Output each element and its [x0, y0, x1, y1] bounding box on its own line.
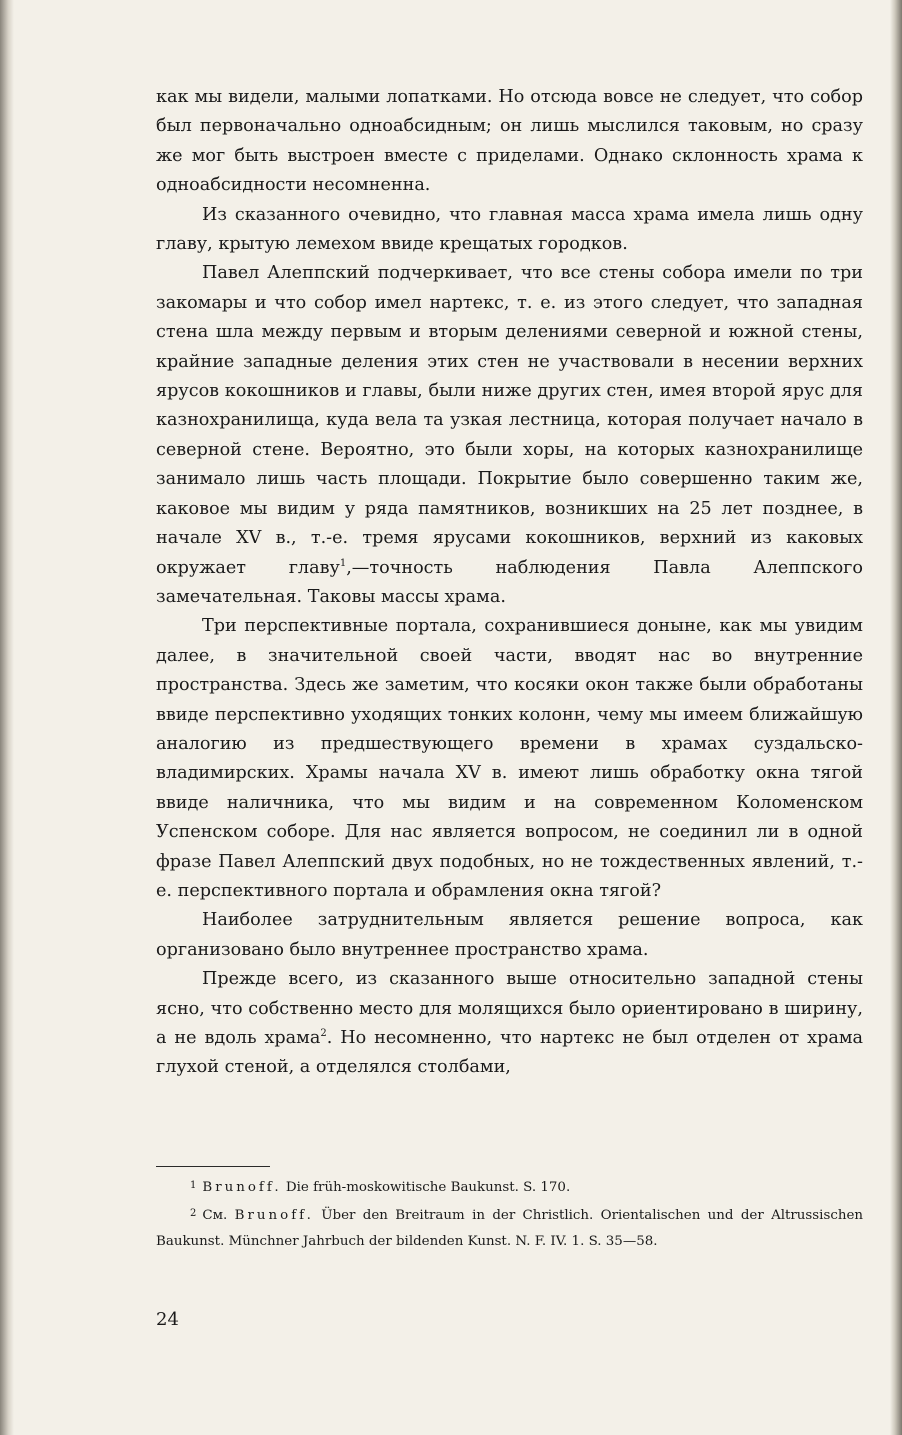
paragraph-3-text-a: Павел Алеппский подчеркивает, что все стены собора имели по три закомары и что собор имел нартекс, т. е. из этого следует, что западная стена шла между первым и вторым делениями северной и южной стены, крайние западные деления этих стен не участвовали в несении верхних ярусов кокошников и главы, были ниже других стен, имея второй ярус для казнохранилища, куда вела та узкая лестница, которая получает начало в северной стене. Вероятно, это были хоры, на которых казнохранилище занимало лишь часть площади. Покрытие было совершенно таким же, каковое мы видим у ряда памятников, возникших на 25 лет позднее, в начале XV в., т.-е. тремя ярусами кокошников, верхний из каковых окружает главу [156, 263, 863, 578]
page-number: 24 [156, 1309, 179, 1330]
paragraph-2: Из сказанного очевидно, что главная масса храма имела лишь одну главу, крытую лемехом ввиде крещатых городков. [156, 204, 863, 255]
footnote-2 [156, 1201, 863, 1255]
footnote-1 [156, 1173, 863, 1201]
footnote-separator [156, 1166, 270, 1167]
footnote-2-text: Über den Breitraum in der Christlich. Orientalischen und der Altrussischen Baukunst. Münchner Jahrbuch der bildenden Kunst. N. F. IV. 1. S. 35—58. [156, 1208, 863, 1249]
footnote-1-mark: 1 [190, 1180, 197, 1191]
paragraph-6-text-a: Прежде всего, из сказанного выше относительно западной стены ясно, что собственно место для молящихся было ориентировано в ширину, а не вдоль храма [156, 969, 863, 1048]
footnote-2-prefix: См. [202, 1208, 235, 1223]
footnote-1-text: Die früh-moskowitische Baukunst. S. 170. [281, 1180, 571, 1195]
paragraph-5: Наиболее затруднительным является решение вопроса, как организовано было внутреннее пространство храма. [156, 910, 863, 960]
paragraph-3-text-b: ,—точность наблюдения Павла Алеппского замечательная. Таковы массы храма. [156, 557, 863, 607]
footnote-ref-2: 2 [320, 1028, 327, 1039]
footnotes [156, 1173, 863, 1255]
paragraph-4: Три перспективные портала, сохранившиеся доныне, как мы увидим далее, в значительной своей части, вводят нас во внутренние пространства. Здесь же заметим, что косяки окон также были обработаны ввиде перспективно уходящих тонких колонн, чему мы имеем ближайшую аналогию из предшествующего времени в храмах суздальско-владимирских. Храмы начала XV в. имеют лишь обработку окна тягой ввиде наличника, что мы видим и на современном Коломенском Успенском соборе. Для нас является вопросом, не соединил ли в одной фразе Павел Алеппский двух подобных, но не тождественных явлений, т.-е. перспективного портала и обрамления окна тягой? [156, 616, 863, 901]
main-text [156, 83, 863, 1083]
paragraph-6 [156, 965, 863, 1083]
paragraph-1: как мы видели, малыми лопатками. Но отсюда вовсе не следует, что собор был первоначально одноабсидным; он лишь мыслился таковым, но сразу же мог быть выстроен вместе с приделами. Однако склонность храма к одноабсидности несомненна. [156, 87, 863, 196]
footnote-ref-1: 1 [339, 557, 347, 569]
footnote-1-author: Brunoff. [202, 1180, 282, 1195]
footnote-2-mark: 2 [190, 1208, 197, 1219]
paragraph-6-text-b: . Но несомненно, что нартекс не был отделен от храма глухой стеной, а отделялся столбами, [156, 1028, 863, 1078]
footnote-2-author: Brunoff. [234, 1208, 314, 1223]
paragraph-3 [156, 259, 863, 612]
